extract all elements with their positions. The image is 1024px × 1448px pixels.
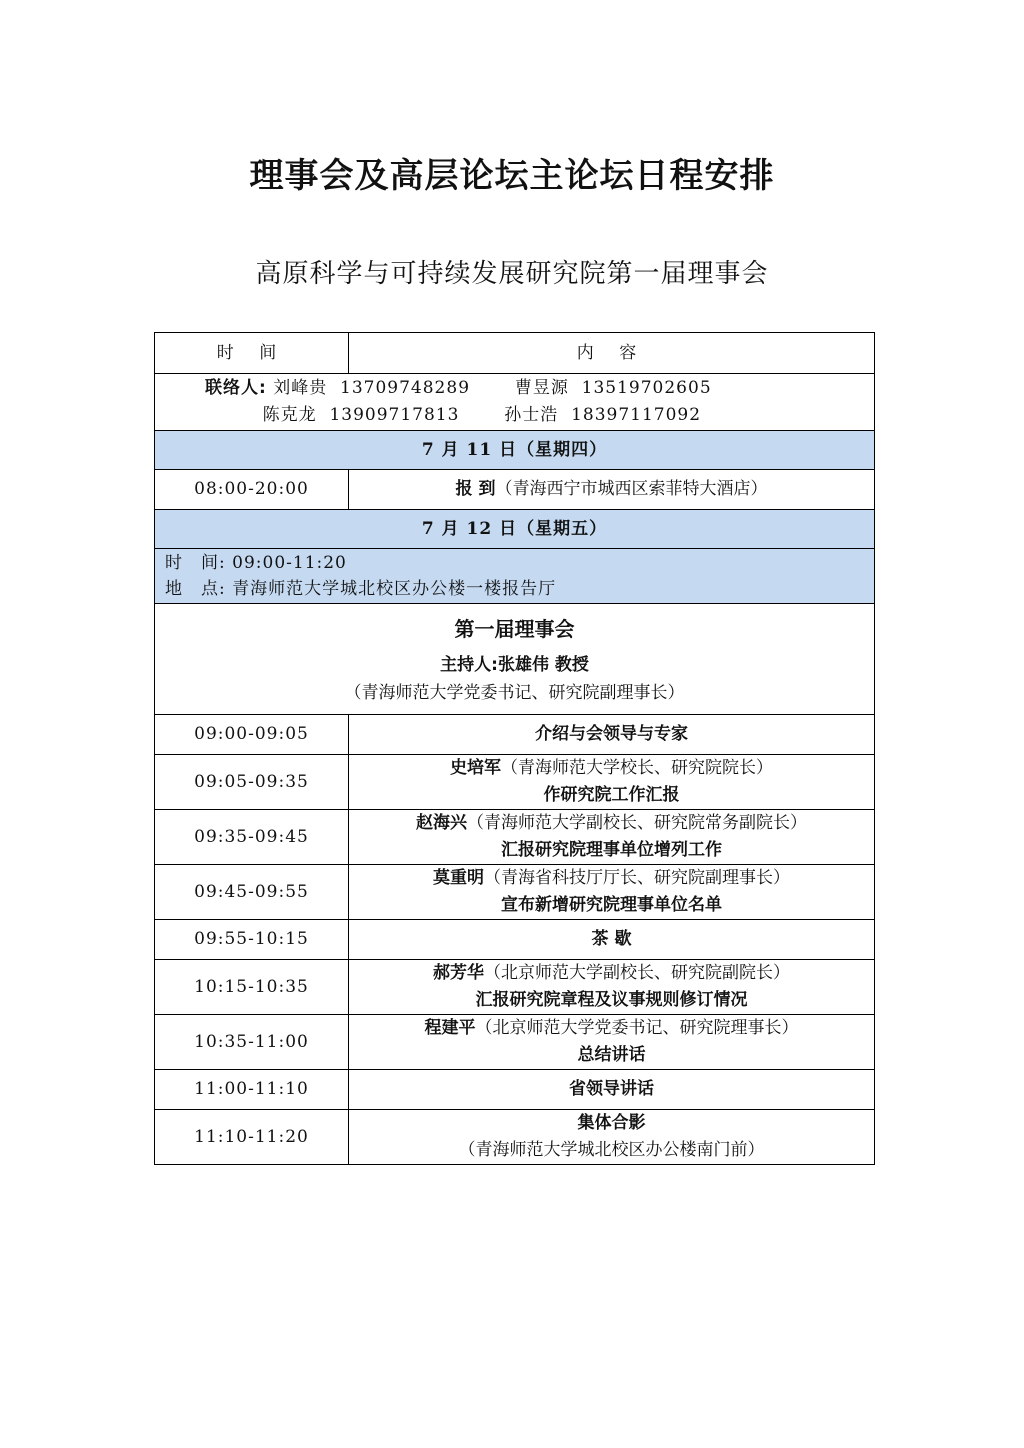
contact-name: 曹昱源: [514, 378, 569, 398]
speaker-topic: 汇报研究院章程及议事规则修订情况: [475, 990, 748, 1010]
date-day2: 7 月 12 日（星期五）: [155, 510, 875, 549]
table-row: [155, 755, 875, 810]
contact-name: 刘峰贵: [273, 378, 328, 398]
contact-label: 联络人:: [205, 378, 267, 398]
row-time: 09:45-09:55: [155, 865, 349, 920]
meeting-title: 第一届理事会: [454, 617, 575, 641]
contact-row: [155, 374, 875, 431]
date-row: [155, 510, 875, 549]
date-day1: 7 月 11 日（星期四）: [155, 431, 875, 470]
row-content: [349, 1110, 875, 1165]
row-time: 09:55-10:15: [155, 920, 349, 960]
row-time: 11:00-11:10: [155, 1070, 349, 1110]
contact-cell: [155, 374, 875, 431]
speaker-topic: 作研究院工作汇报: [543, 785, 680, 805]
table-header-row: [155, 333, 875, 374]
table-row: [155, 865, 875, 920]
row-time: 09:05-09:35: [155, 755, 349, 810]
header-time: 时 间: [155, 333, 349, 374]
info-row: [155, 549, 875, 604]
contact-phone: 13909717813: [329, 405, 460, 425]
contact-phone: 13709748289: [340, 378, 471, 398]
row-time: 09:00-09:05: [155, 715, 349, 755]
speaker-topic: 宣布新增研究院理事单位名单: [501, 895, 722, 915]
table-row: [155, 960, 875, 1015]
row-content: [349, 865, 875, 920]
row-time: 11:10-11:20: [155, 1110, 349, 1165]
info-place-value: 青海师范大学城北校区办公楼一楼报告厅: [232, 579, 557, 599]
speaker-name: 程建平: [424, 1018, 476, 1038]
checkin-label: 报 到: [455, 479, 496, 499]
host-note: （青海师范大学党委书记、研究院副理事长）: [344, 683, 685, 703]
photo-label: 集体合影: [577, 1113, 646, 1133]
row-content: 省领导讲话: [349, 1070, 875, 1110]
speaker-note: （青海省科技厅厅长、研究院副理事长）: [484, 868, 790, 888]
header-content: 内 容: [349, 333, 875, 374]
row-content: [349, 470, 875, 510]
photo-note: （青海师范大学城北校区办公楼南门前）: [458, 1140, 765, 1160]
table-row: [155, 715, 875, 755]
info-time-value: 09:00-11:20: [232, 553, 347, 573]
speaker-name: 史培军: [450, 758, 501, 778]
table-row: [155, 470, 875, 510]
row-time: 09:35-09:45: [155, 810, 349, 865]
speaker-topic: 汇报研究院理事单位增列工作: [501, 840, 722, 860]
table-row: [155, 1015, 875, 1070]
info-place-label: 地 点:: [165, 579, 226, 599]
speaker-topic: 总结讲话: [577, 1045, 646, 1065]
contact-phone: 18397117092: [571, 405, 702, 425]
info-cell: [155, 549, 875, 604]
meeting-cell: [155, 604, 875, 715]
row-time: 10:15-10:35: [155, 960, 349, 1015]
checkin-note: （青海西宁市城西区索菲特大酒店）: [495, 479, 768, 499]
row-content: 茶 歇: [349, 920, 875, 960]
page-subtitle: 高原科学与可持续发展研究院第一届理事会: [255, 259, 769, 289]
meeting-row: [155, 604, 875, 715]
speaker-note: （北京师范大学副校长、研究院副院长）: [484, 963, 790, 983]
schedule-table: [154, 332, 875, 1165]
info-time-label: 时 间:: [165, 553, 226, 573]
row-content: [349, 960, 875, 1015]
host: 主持人:张雄伟 教授: [440, 655, 589, 675]
row-time: 10:35-11:00: [155, 1015, 349, 1070]
row-content: [349, 810, 875, 865]
speaker-note: （青海师范大学副校长、研究院常务副院长）: [467, 813, 807, 833]
speaker-note: （北京师范大学党委书记、研究院理事长）: [475, 1018, 799, 1038]
speaker-name: 郝芳华: [433, 963, 484, 983]
row-content: [349, 755, 875, 810]
row-content: 介绍与会领导与专家: [349, 715, 875, 755]
row-time: 08:00-20:00: [155, 470, 349, 510]
table-row: [155, 810, 875, 865]
page-title: 理事会及高层论坛主论坛日程安排: [249, 156, 775, 196]
contact-name: 陈克龙: [262, 405, 317, 425]
date-row: [155, 431, 875, 470]
table-row: [155, 1110, 875, 1165]
table-row: [155, 1070, 875, 1110]
row-content: [349, 1015, 875, 1070]
speaker-name: 莫重明: [433, 868, 484, 888]
table-row: [155, 920, 875, 960]
speaker-name: 赵海兴: [416, 813, 467, 833]
contact-phone: 13519702605: [581, 378, 712, 398]
speaker-note: （青海师范大学校长、研究院院长）: [501, 758, 773, 778]
contact-name: 孙士浩: [504, 405, 559, 425]
